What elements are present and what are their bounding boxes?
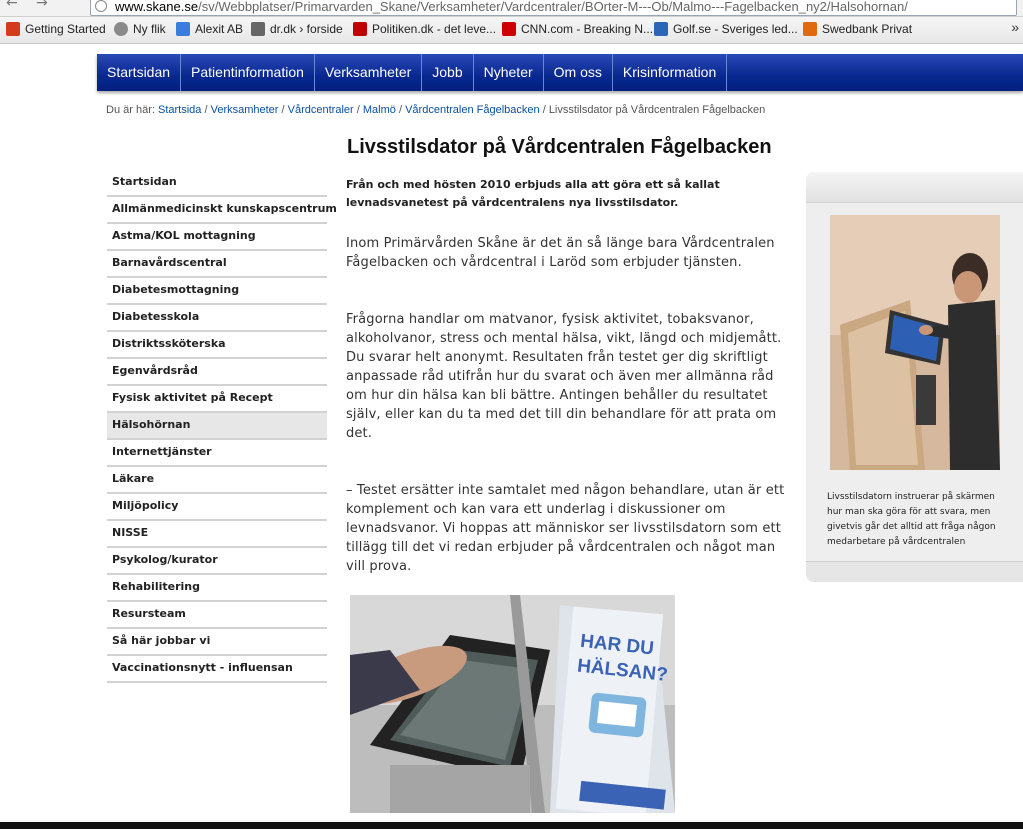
bookmark-3[interactable]: [251, 22, 343, 38]
sidenav-item[interactable]: Miljöpolicy: [107, 494, 327, 521]
bookmark-label: Ny flik: [133, 22, 166, 36]
bookmarks-overflow-chevron-icon[interactable]: »: [1011, 19, 1019, 35]
dr-icon: [251, 22, 265, 36]
sidenav-item[interactable]: Egenvårdsråd: [107, 359, 327, 386]
topnav-item-patientinformation[interactable]: Patientinformation: [181, 54, 315, 91]
side-box-footer: [806, 561, 1023, 582]
sidenav-item[interactable]: Läkare: [107, 467, 327, 494]
kiosk-user-illustration: [830, 215, 1000, 470]
bookmark-1[interactable]: [114, 22, 166, 38]
poster-text-line2: HÄLSAN?: [576, 655, 669, 686]
page-title: Livsstilsdator på Vårdcentralen Fågelbacken: [347, 136, 772, 158]
sidenav-item[interactable]: Allmänmedicinskt kunskapscentrum: [107, 197, 327, 224]
bookmark-label: Golf.se - Sveriges led...: [673, 22, 798, 36]
forward-arrow-icon[interactable]: →: [36, 0, 48, 11]
sidenav-item[interactable]: Diabetesskola: [107, 305, 327, 332]
sidenav-item[interactable]: Barnavårdscentral: [107, 251, 327, 278]
breadcrumb: [106, 104, 765, 116]
breadcrumb-separator: /: [542, 104, 546, 116]
kiosk-user-photo: [830, 215, 1000, 470]
sidenav-item[interactable]: Så här jobbar vi: [107, 629, 327, 656]
breadcrumb-link[interactable]: Vårdcentralen Fågelbacken: [405, 104, 540, 116]
topnav-item-jobb[interactable]: Jobb: [422, 54, 473, 91]
bookmark-2[interactable]: [176, 22, 243, 38]
politiken-icon: [353, 22, 367, 36]
bookmark-label: Alexit AB: [195, 22, 244, 36]
sidenav-item[interactable]: Internettjänster: [107, 440, 327, 467]
breadcrumb-separator: /: [204, 104, 208, 116]
globe-icon: [114, 22, 128, 36]
sidenav-item[interactable]: Vaccinationsnytt - influensan: [107, 656, 327, 683]
breadcrumb-separator: /: [356, 104, 360, 116]
bookmark-label: Getting Started: [25, 22, 106, 36]
cnn-icon: [502, 22, 516, 36]
sidenav-item[interactable]: Distriktssköterska: [107, 332, 327, 359]
bookmark-label: Politiken.dk - det leve...: [372, 22, 497, 36]
topnav-item-krisinformation[interactable]: Krisinformation: [613, 54, 727, 91]
article-content: [346, 176, 786, 576]
side-info-box: [806, 172, 1023, 582]
taskbar-edge: [0, 822, 1023, 829]
swedbank-icon: [803, 22, 817, 36]
sidenav-item[interactable]: Diabetesmottagning: [107, 278, 327, 305]
breadcrumb-separator: /: [398, 104, 403, 116]
poster-text-line1: HAR DU: [579, 630, 655, 660]
sidenav-item[interactable]: Astma/KOL mottagning: [107, 224, 327, 251]
bookmarks-toolbar: [0, 17, 1023, 44]
browser-url-bar: [0, 0, 1023, 17]
topnav-item-om-oss[interactable]: Om oss: [544, 54, 613, 91]
sidenav-item[interactable]: Psykolog/kurator: [107, 548, 327, 575]
firefox-icon: [6, 22, 20, 36]
bookmark-5[interactable]: [502, 22, 653, 38]
sidenav-item[interactable]: Rehabilitering: [107, 575, 327, 602]
sidenav-item[interactable]: Startsidan: [107, 170, 327, 197]
body-paragraph-2: Frågorna handlar om matvanor, fysisk aktivitet, tobaksvanor, alkoholvanor, stress och mental hälsa, vikt, längd och midjemått. Du svarar helt anonymt. Resultaten från testet ger dig skriftligt anpassade råd utifrån hur du svarat och även mer allmänna råd om hur din hälsa kan bli bättre. Antingen behåller du resultatet själv, eller kan du ta med det till din behandlare för att prata om det.: [346, 312, 782, 441]
bookmark-label: dr.dk › forside: [270, 22, 343, 36]
top-navigation: [97, 54, 1023, 91]
body-paragraph-3: – Testet ersätter inte samtalet med någon behandlare, utan är ett komplement och kan vara ett underlag i diskussioner om levnadsvanor. Vi hoppas att människor ser livsstilsdatorn som ett tillägg till det vi redan erbjuder på vårdcentralen och något man vill prova.: [346, 483, 785, 574]
body-paragraph-1: Inom Primärvården Skåne är det än så länge bara Vårdcentralen Fågelbacken och vårdcentral i Laröd som erbjuder tjänsten.: [346, 236, 775, 270]
photo-caption: Livsstilsdatorn instruerar på skärmen hur man ska göra för att svara, men givetvis går det alltid att fråga någon medarbetare på vårdcentralen: [827, 492, 996, 547]
breadcrumb-current: Livsstilsdator på Vårdcentralen Fågelbacken: [548, 104, 766, 116]
bookmark-label: Swedbank Privat: [822, 22, 913, 36]
topnav-item-nyheter[interactable]: Nyheter: [474, 54, 544, 91]
breadcrumb-prefix: Du är här:: [106, 104, 155, 116]
bookmark-7[interactable]: [803, 22, 912, 38]
bookmark-4[interactable]: [353, 22, 496, 38]
address-input[interactable]: [90, 0, 1017, 16]
kiosk-touchscreen-photo: [350, 595, 675, 813]
breadcrumb-separator: /: [281, 104, 285, 116]
breadcrumb-link[interactable]: Vårdcentraler: [287, 104, 354, 116]
breadcrumb-link[interactable]: Startsida: [157, 104, 202, 116]
back-arrow-icon[interactable]: ←: [6, 0, 18, 11]
breadcrumb-link[interactable]: Malmö: [362, 104, 396, 116]
breadcrumb-link[interactable]: Verksamheter: [210, 104, 279, 116]
page-globe-icon: [95, 0, 107, 12]
kiosk-photo-illustration: [350, 595, 675, 813]
topnav-item-verksamheter[interactable]: Verksamheter: [315, 54, 422, 91]
topnav-item-startsidan[interactable]: Startsidan: [97, 54, 181, 91]
side-box-header: [806, 172, 1023, 203]
address-text: www.skane.se/sv/Webbplatser/Primarvarden_Skane/Verksamheter/Vardcentraler/BOrter-M---Ob/Malmo---Fagelbacken_ny2/Halsohornan/: [115, 0, 908, 14]
side-navigation: [107, 170, 337, 683]
bookmark-6[interactable]: [654, 22, 798, 38]
sidenav-item[interactable]: NISSE: [107, 521, 327, 548]
golf-icon: [654, 22, 668, 36]
google-icon: [176, 22, 190, 36]
bookmark-label: CNN.com - Breaking N...: [521, 22, 654, 36]
sidenav-item[interactable]: Hälsohörnan: [107, 413, 327, 440]
sidenav-item[interactable]: Resursteam: [107, 602, 327, 629]
bookmark-0[interactable]: [6, 22, 106, 38]
sidenav-item[interactable]: Fysisk aktivitet på Recept: [107, 386, 327, 413]
lead-paragraph: Från och med hösten 2010 erbjuds alla att göra ett så kallat levnadsvanetest på vårdcentralens nya livsstilsdator.: [346, 178, 720, 209]
